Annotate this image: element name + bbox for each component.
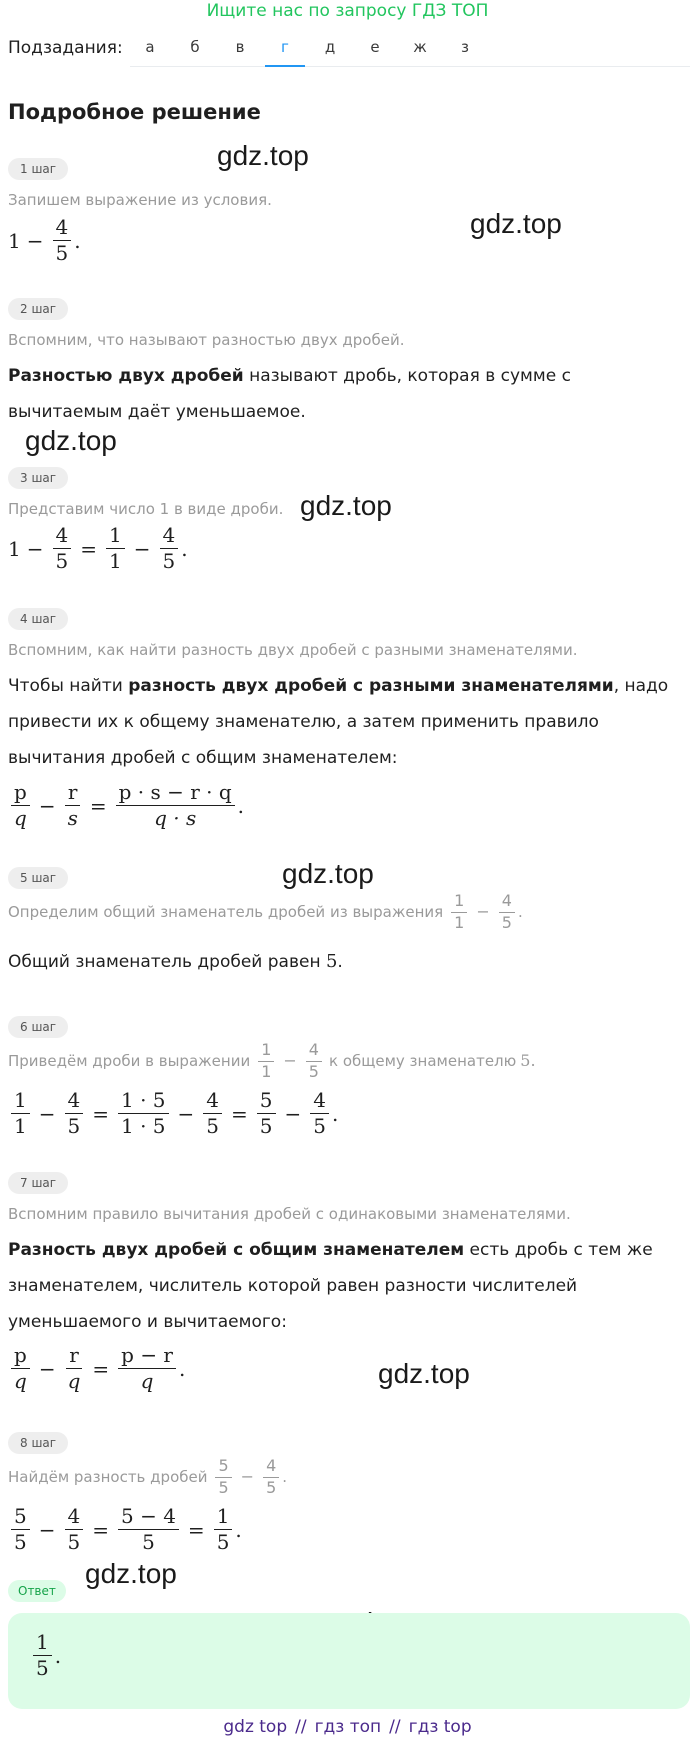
step-text bbox=[8, 358, 688, 430]
tab-a[interactable]: а bbox=[145, 38, 155, 56]
step-note: Найдём разность дробей $\frac{5}{5}$ − $\frac{4}{5}$ . bbox=[8, 1456, 288, 1497]
footer-link[interactable]: гдз top bbox=[408, 1717, 472, 1737]
tab-zh[interactable]: ж bbox=[413, 38, 427, 56]
answer-box bbox=[8, 1613, 690, 1709]
tab-v[interactable]: в bbox=[235, 38, 245, 56]
step-badge: 7 шаг bbox=[8, 1172, 68, 1194]
footer-separator: // bbox=[295, 1717, 307, 1737]
tab-g[interactable]: г bbox=[281, 38, 289, 56]
active-tab-indicator bbox=[265, 65, 305, 67]
step-badge: 5 шаг bbox=[8, 867, 68, 889]
step-badge: 3 шаг bbox=[8, 467, 68, 489]
step-note-text: Найдём разность дробей bbox=[8, 1468, 208, 1487]
tab-b[interactable]: б bbox=[190, 38, 200, 56]
watermark: gdz.top bbox=[282, 858, 374, 889]
step-note: Вспомним, как найти разность двух дробей с разными знаменателями. bbox=[8, 641, 578, 659]
watermark: gdz.top bbox=[217, 140, 309, 171]
answer-badge: Ответ bbox=[8, 1580, 66, 1602]
step-text bbox=[8, 668, 688, 776]
math-expression: $\frac{1}{1}$ − $\frac{4}{5}$ = $\frac{1 \cdot 5}{1 \cdot 5}$ − $\frac{4}{5}$ = $\frac{5}{5}$ − $\frac{4}{5}$ . bbox=[8, 1090, 338, 1137]
math-formula: $\frac{p}{q}$ − $\frac{r}{s}$ = $\frac{p \cdot s - r \cdot q}{q \cdot s}$ . bbox=[8, 782, 244, 829]
answer-value: $\frac{1}{5}$ . bbox=[30, 1632, 61, 1679]
math-formula: $\frac{p}{q}$ − $\frac{r}{q}$ = $\frac{p - r}{q}$ . bbox=[8, 1345, 185, 1392]
math-expression: $\frac{5}{5}$ − $\frac{4}{5}$ = $\frac{5 - 4}{5}$ = $\frac{1}{5}$ . bbox=[8, 1506, 242, 1553]
subtask-tabs bbox=[130, 28, 690, 67]
step-badge: 6 шаг bbox=[8, 1016, 68, 1038]
step-text: Общий знаменатель дробей равен 5. bbox=[8, 951, 343, 972]
definition-text: называют дробь, которая в сумме с вычитаемым даёт уменьшаемое. bbox=[8, 366, 571, 422]
footer-link[interactable]: gdz top bbox=[223, 1717, 288, 1737]
math-expression: 1 − $\frac{4}{5}$ = $\frac{1}{1}$ − $\frac{4}{5}$ . bbox=[8, 523, 188, 573]
step-text-value: Общий знаменатель дробей равен bbox=[8, 952, 321, 972]
step-text bbox=[8, 1232, 688, 1340]
watermark: gdz.top bbox=[85, 1558, 177, 1589]
tab-z[interactable]: з bbox=[461, 38, 469, 56]
watermark: gdz.top bbox=[470, 208, 562, 239]
footer-separator: // bbox=[389, 1717, 401, 1737]
footer-links bbox=[0, 1717, 695, 1737]
rule-prefix: Чтобы найти bbox=[8, 676, 129, 696]
step-badge: 1 шаг bbox=[8, 158, 68, 180]
step-badge: 4 шаг bbox=[8, 608, 68, 630]
definition-term: Разностью двух дробей bbox=[8, 366, 244, 386]
step-note: Определим общий знаменатель дробей из выражения $\frac{1}{1}$ − $\frac{4}{5}$ . bbox=[8, 891, 523, 932]
rule-term: разность двух дробей с разными знаменателями bbox=[128, 676, 614, 696]
step-note-text-2: к общему знаменателю bbox=[328, 1052, 517, 1071]
step-note-text: Определим общий знаменатель дробей из выражения bbox=[8, 903, 444, 922]
watermark: gdz.top bbox=[300, 490, 392, 521]
subtasks-label: Подзадания: bbox=[8, 38, 123, 58]
step-note: Вспомним правило вычитания дробей с одинаковыми знаменателями. bbox=[8, 1205, 571, 1223]
math-expression: 1 − $\frac{4}{5}$ . bbox=[8, 215, 81, 265]
rule-text: , надо привести их к общему знаменателю, а затем применить правило вычитания дробей с общим знаменателем: bbox=[8, 676, 669, 768]
footer-link[interactable]: гдз топ bbox=[314, 1717, 382, 1737]
step-note: Вспомним, что называют разностью двух дробей. bbox=[8, 331, 405, 349]
step-badge: 8 шаг bbox=[8, 1432, 68, 1454]
tab-e[interactable]: е bbox=[370, 38, 380, 56]
step-note-text: Приведём дроби в выражении bbox=[8, 1052, 251, 1071]
watermark: gdz.top bbox=[378, 1358, 470, 1389]
tab-d[interactable]: д bbox=[324, 38, 336, 56]
step-note: Приведём дроби в выражении $\frac{1}{1}$ − $\frac{4}{5}$ к общему знаменателю 5. bbox=[8, 1040, 536, 1081]
promo-banner: Ищите нас по запросу ГДЗ ТОП bbox=[206, 1, 489, 21]
watermark: gdz.top bbox=[25, 425, 117, 456]
step-badge: 2 шаг bbox=[8, 298, 68, 320]
rule-term: Разность двух дробей с общим знаменателем bbox=[8, 1240, 465, 1260]
page-title: Подробное решение bbox=[8, 100, 261, 124]
rule-text: есть дробь с тем же знаменателем, числитель которой равен разности числителей уменьшаемого и вычитаемого: bbox=[8, 1240, 653, 1332]
step-note: Представим число 1 в виде дроби. bbox=[8, 500, 284, 518]
step-note: Запишем выражение из условия. bbox=[8, 191, 272, 209]
